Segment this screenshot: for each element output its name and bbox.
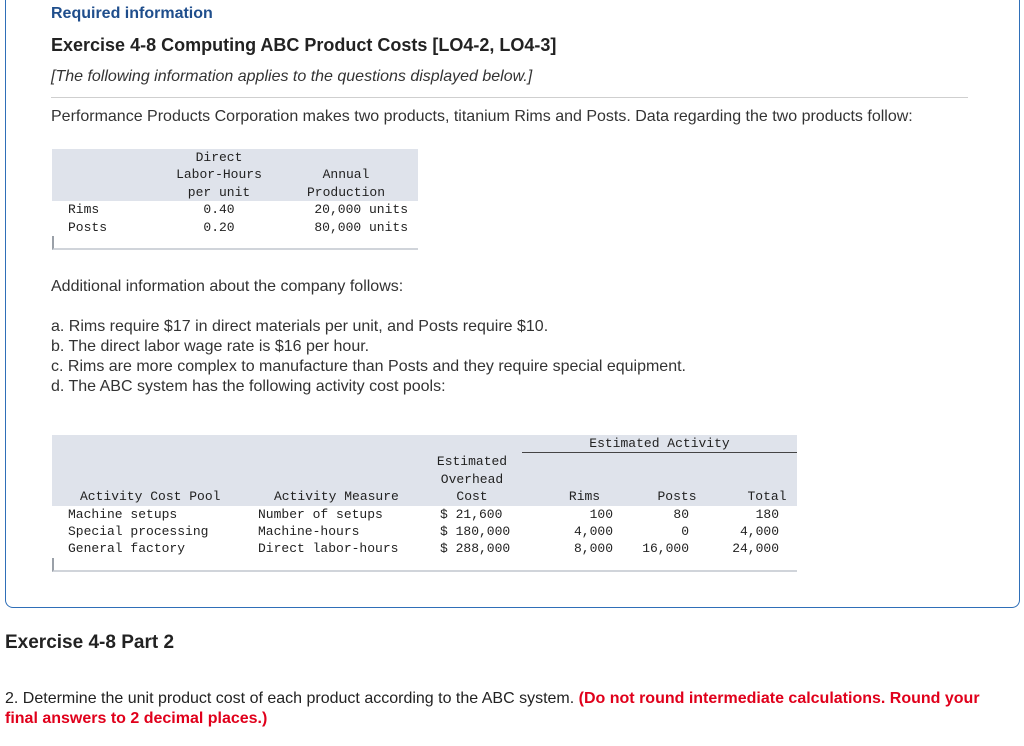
table-row — [52, 506, 797, 523]
measure-header: Activity Measure — [274, 489, 399, 505]
cost-header-2: Overhead — [440, 471, 504, 487]
applies-note: [The following information applies to the questions displayed below.] — [51, 68, 533, 85]
total-activity: 4,000 — [707, 523, 797, 540]
rims-activity: 4,000 — [522, 523, 617, 540]
production-header-1: Annual — [274, 166, 418, 183]
dlh-header-2: Labor-Hours — [164, 166, 274, 183]
list-item: c. Rims are more complex to manufacture than Posts and they require special equipment. — [51, 358, 686, 375]
pool-header: Activity Cost Pool — [80, 489, 221, 505]
rims-activity: 100 — [522, 506, 617, 523]
posts-activity: 16,000 — [617, 540, 707, 557]
dlh-header-1: Direct — [164, 149, 274, 166]
product-name: Rims — [52, 201, 164, 218]
pool-name: General factory — [52, 540, 252, 557]
posts-header: Posts — [657, 489, 697, 505]
pool-name: Special processing — [52, 523, 252, 540]
question-text — [5, 689, 1005, 729]
overhead-cost: $ 288,000 — [422, 540, 522, 557]
activity-measure: Number of setups — [252, 506, 422, 523]
activity-measure: Machine-hours — [252, 523, 422, 540]
rims-header: Rims — [568, 489, 601, 505]
exercise-title: Exercise 4-8 Computing ABC Product Costs [LO4-2, LO4-3] — [51, 35, 557, 55]
overhead-cost: $ 180,000 — [422, 523, 522, 540]
table-footer — [52, 236, 418, 250]
table-row — [52, 540, 797, 557]
table-row — [52, 523, 797, 540]
rounding-instruction: (Do not round intermediate calculations. Round your final answers to 2 decimal places.) — [5, 690, 980, 727]
cost-header-3: Cost — [456, 489, 488, 505]
total-header: Total — [747, 489, 787, 505]
additional-list — [51, 317, 686, 397]
overhead-cost: $ 21,600 — [422, 506, 522, 523]
product-data-table — [52, 149, 418, 250]
pool-name: Machine setups — [52, 506, 252, 523]
additional-heading: Additional information about the company follows: — [51, 278, 404, 295]
posts-activity: 80 — [617, 506, 707, 523]
dlh-header-3: per unit — [164, 184, 274, 201]
intro-text: Performance Products Corporation makes two products, titanium Rims and Posts. Data regarding the two products follow: — [51, 108, 913, 125]
total-activity: 24,000 — [707, 540, 797, 557]
production-value: 20,000 units — [274, 201, 418, 218]
part-title: Exercise 4-8 Part 2 — [5, 632, 175, 653]
activity-cost-table — [52, 435, 797, 572]
required-info-heading: Required information — [51, 5, 213, 22]
total-activity: 180 — [707, 506, 797, 523]
list-item: b. The direct labor wage rate is $16 per hour. — [51, 338, 370, 355]
table-row — [52, 201, 418, 218]
divider — [51, 97, 968, 98]
question-prompt: 2. Determine the unit product cost of each product according to the ABC system. — [5, 690, 575, 707]
production-value: 80,000 units — [274, 219, 418, 236]
estimated-activity-header: Estimated Activity — [522, 435, 797, 453]
product-name: Posts — [52, 219, 164, 236]
posts-activity: 0 — [617, 523, 707, 540]
dlh-value: 0.40 — [164, 201, 274, 218]
activity-measure: Direct labor-hours — [252, 540, 422, 557]
table-footer — [52, 558, 797, 572]
dlh-value: 0.20 — [164, 219, 274, 236]
list-item: a. Rims require $17 in direct materials per unit, and Posts require $10. — [51, 318, 549, 335]
list-item: d. The ABC system has the following activity cost pools: — [51, 378, 446, 395]
cost-header-1: Estimated — [436, 454, 508, 470]
production-header-2: Production — [274, 184, 418, 201]
rims-activity: 8,000 — [522, 540, 617, 557]
table-row — [52, 219, 418, 236]
